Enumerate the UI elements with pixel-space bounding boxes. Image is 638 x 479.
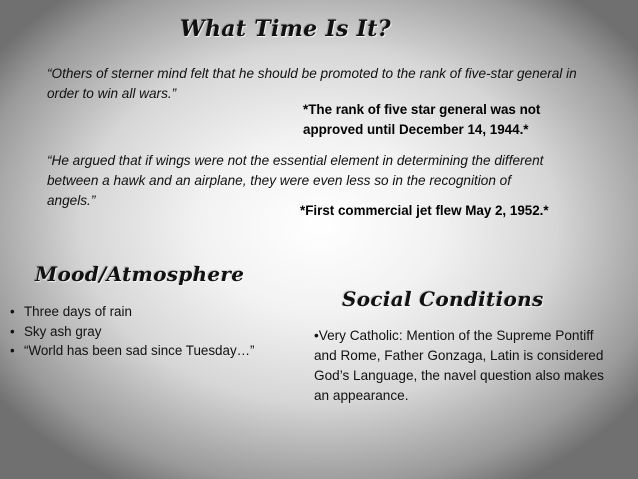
mood-item-text: Three days of rain bbox=[24, 304, 132, 319]
social-conditions-text: •Very Catholic: Mention of the Supreme Pontiff and Rome, Father Gonzaga, Latin is considered God’s Language, the navel question also makes an appearance. bbox=[314, 328, 604, 403]
mood-item-text: Sky ash gray bbox=[24, 323, 102, 339]
note-five-star-rank-line2: approved until December 14, 1944.* bbox=[303, 122, 529, 137]
mood-item-world-sad bbox=[10, 341, 254, 361]
note-commercial-jet: *First commercial jet flew May 2, 1952.* bbox=[300, 203, 549, 218]
mood-item-rain bbox=[10, 302, 254, 322]
bullet-marker: • bbox=[10, 323, 15, 339]
note-five-star-rank-line1: *The rank of five star general was not bbox=[303, 102, 541, 117]
slide-title: What Time Is It? bbox=[180, 16, 391, 42]
quote-five-star-general: “Others of sterner mind felt that he should be promoted to the rank of five-star general in order to win all wars.” bbox=[47, 66, 577, 101]
social-heading: Social Conditions bbox=[342, 287, 544, 311]
mood-item-sky bbox=[10, 322, 254, 342]
quote-wings-angels: “He argued that if wings were not the essential element in determining the different between a hawk and an airplane, they were even less so in the recognition of angels.” bbox=[47, 153, 544, 208]
note-five-star-rank bbox=[303, 100, 603, 140]
mood-item-text: “World has been sad since Tuesday…” bbox=[24, 343, 255, 358]
bullet-marker: • bbox=[10, 343, 15, 358]
bullet-marker: • bbox=[10, 304, 15, 319]
mood-heading: Mood/Atmosphere bbox=[35, 262, 245, 286]
mood-list bbox=[10, 302, 254, 361]
